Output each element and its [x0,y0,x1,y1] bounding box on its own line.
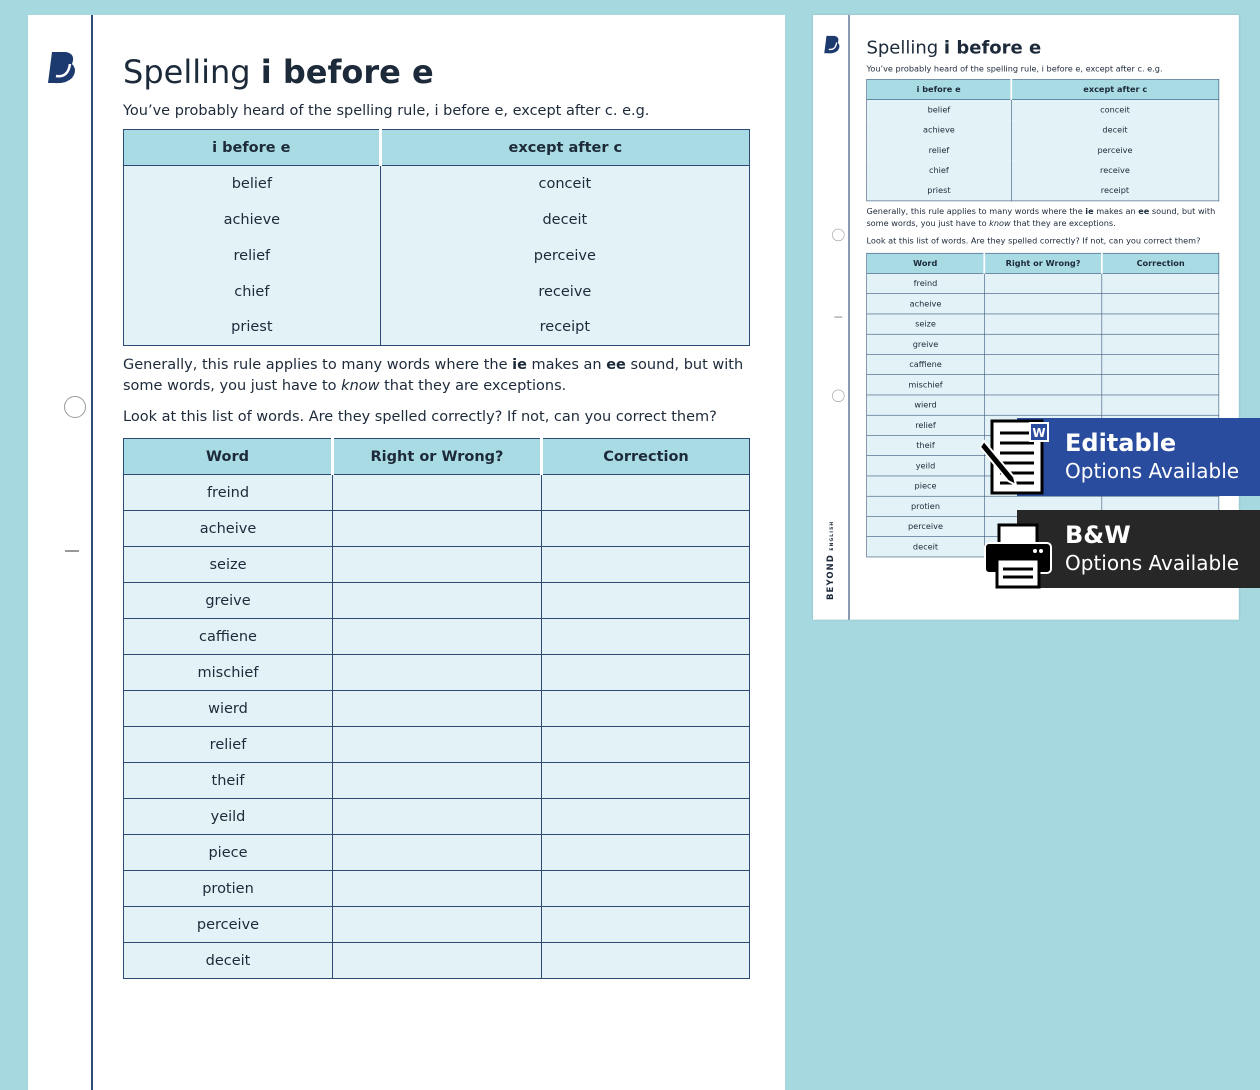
correction-cell[interactable] [542,871,750,907]
correction-cell[interactable] [1102,334,1219,354]
logo-icon [46,50,78,84]
table-row [124,619,750,655]
table-row [867,334,1219,354]
table-row [124,511,750,547]
intro-text: You’ve probably heard of the spelling rule, i before e, except after c. e.g. [866,64,1163,74]
right-or-wrong-cell[interactable] [333,547,542,583]
question-text: Look at this list of words. Are they spelled correctly? If not, can you correct them? [123,409,717,425]
right-or-wrong-cell[interactable] [984,334,1102,354]
table-row [867,160,1219,180]
word-cell: protien [124,871,333,907]
correction-cell[interactable] [542,835,750,871]
table-cell: relief [867,140,1011,160]
column-header: except after c [380,130,749,166]
right-or-wrong-cell[interactable] [333,727,542,763]
table-row [124,655,750,691]
table-cell: receive [1011,160,1219,180]
right-or-wrong-cell[interactable] [984,273,1102,293]
word-cell: piece [867,476,985,496]
column-header: Right or Wrong? [984,253,1102,273]
word-cell: perceive [124,907,333,943]
correction-cell[interactable] [1102,273,1219,293]
punch-hole [832,229,844,241]
table-row [124,238,750,274]
table-row [124,943,750,979]
correction-cell[interactable] [542,511,750,547]
table-cell: priest [867,181,1011,201]
printer-icon [983,518,1053,594]
right-or-wrong-cell[interactable] [333,763,542,799]
right-or-wrong-cell[interactable] [333,799,542,835]
table-row [124,907,750,943]
right-or-wrong-cell[interactable] [333,511,542,547]
correction-cell[interactable] [542,943,750,979]
table-row [124,763,750,799]
table-cell: belief [867,100,1011,120]
right-or-wrong-cell[interactable] [333,907,542,943]
right-or-wrong-cell[interactable] [984,375,1102,395]
bw-title: B&W [1065,521,1131,549]
editable-banner[interactable] [1017,418,1260,496]
word-cell: freind [867,273,985,293]
correction-cell[interactable] [542,655,750,691]
margin-line [848,15,849,620]
correction-cell[interactable] [542,799,750,835]
right-or-wrong-cell[interactable] [984,354,1102,374]
word-cell: seize [867,314,985,334]
table-cell: receipt [1011,181,1219,201]
bw-banner[interactable] [1017,510,1260,588]
correction-cell[interactable] [1102,354,1219,374]
table-row [124,799,750,835]
table-row [867,181,1219,201]
right-or-wrong-cell[interactable] [333,691,542,727]
rule-table [123,129,750,346]
editable-document-icon [980,419,1050,495]
page-title: Spelling i before e [866,36,1042,58]
table-row [124,547,750,583]
right-or-wrong-cell[interactable] [333,871,542,907]
word-cell: piece [124,835,333,871]
word-cell: caffiene [124,619,333,655]
brand-label: BEYONDENGLISH [825,520,836,600]
fold-mark [65,550,79,552]
column-header: Correction [1102,253,1219,273]
table-row [124,274,750,310]
table-cell: perceive [380,238,749,274]
fold-mark [834,317,842,318]
word-cell: greive [867,334,985,354]
column-header: Right or Wrong? [333,439,542,475]
table-cell: belief [124,166,381,202]
editable-title: Editable [1065,429,1177,457]
word-cell: yeild [867,456,985,476]
table-row [867,273,1219,293]
word-cell: theif [124,763,333,799]
correction-cell[interactable] [542,727,750,763]
word-cell: greive [124,583,333,619]
word-cell: mischief [867,375,985,395]
table-cell: chief [867,160,1011,180]
correction-cell[interactable] [542,547,750,583]
correction-cell[interactable] [1102,375,1219,395]
word-cell: relief [867,415,985,435]
table-row [867,100,1219,120]
table-cell: deceit [380,202,749,238]
table-row [867,354,1219,374]
word-cell: wierd [124,691,333,727]
punch-hole [832,390,844,402]
table-cell: achieve [867,120,1011,140]
editable-subtitle: Options Available [1065,459,1240,483]
word-cell: caffiene [867,354,985,374]
table-row [124,310,750,346]
word-cell: deceit [867,537,985,557]
table-cell: perceive [1011,140,1219,160]
table-cell: receipt [380,310,749,346]
word-cell: freind [124,475,333,511]
correction-cell[interactable] [542,763,750,799]
word-cell: mischief [124,655,333,691]
word-cell: seize [124,547,333,583]
correction-cell[interactable] [542,619,750,655]
column-header: Word [867,253,985,273]
table-cell: chief [124,274,381,310]
page-title: Spelling i before e [123,53,434,91]
table-row [124,202,750,238]
table-cell: achieve [124,202,381,238]
explanation-text: Generally, this rule applies to many words where the ie makes an ee sound, but with some words, you just have to know that they are exceptions. [123,357,744,394]
right-or-wrong-cell[interactable] [333,475,542,511]
table-row [124,475,750,511]
logo-icon [823,35,841,54]
word-cell: wierd [867,395,985,415]
right-or-wrong-cell[interactable] [333,619,542,655]
correction-cell[interactable] [1102,314,1219,334]
table-row [867,375,1219,395]
column-header: i before e [867,79,1011,99]
table-row [124,166,750,202]
right-or-wrong-cell[interactable] [333,655,542,691]
table-row [867,395,1219,415]
bw-subtitle: Options Available [1065,551,1240,575]
correction-cell[interactable] [1102,294,1219,314]
explanation-text: Generally, this rule applies to many words where the ie makes an ee sound, but with some words, you just have to know that they are exceptions. [866,207,1216,229]
table-row [867,140,1219,160]
word-cell: perceive [867,516,985,536]
margin-line [91,15,93,1090]
word-cell: relief [124,727,333,763]
svg-text:W: W [1032,426,1046,440]
correction-cell[interactable] [542,691,750,727]
column-header: Correction [542,439,750,475]
table-cell: conceit [380,166,749,202]
table-row [867,120,1219,140]
column-header: i before e [124,130,381,166]
word-cell: theif [867,435,985,455]
table-row [867,314,1219,334]
worksheet-preview-large [28,15,785,1090]
table-row [124,835,750,871]
intro-text: You’ve probably heard of the spelling rule, i before e, except after c. e.g. [123,103,650,119]
table-row [124,691,750,727]
correction-cell[interactable] [542,583,750,619]
table-row [124,583,750,619]
column-header: except after c [1011,79,1219,99]
right-or-wrong-cell[interactable] [984,294,1102,314]
right-or-wrong-cell[interactable] [984,314,1102,334]
rule-table [866,79,1219,201]
table-cell: receive [380,274,749,310]
word-cell: acheive [867,294,985,314]
punch-hole [64,396,86,418]
right-or-wrong-cell[interactable] [333,583,542,619]
table-row [124,727,750,763]
right-or-wrong-cell[interactable] [333,943,542,979]
word-cell: deceit [124,943,333,979]
correction-cell[interactable] [542,475,750,511]
table-row [124,871,750,907]
table-cell: conceit [1011,100,1219,120]
word-cell: acheive [124,511,333,547]
word-table [123,438,750,979]
table-cell: relief [124,238,381,274]
right-or-wrong-cell[interactable] [333,835,542,871]
correction-cell[interactable] [1102,395,1219,415]
word-cell: protien [867,496,985,516]
right-or-wrong-cell[interactable] [984,395,1102,415]
column-header: Word [124,439,333,475]
table-row [867,294,1219,314]
correction-cell[interactable] [542,907,750,943]
word-cell: yeild [124,799,333,835]
question-text: Look at this list of words. Are they spelled correctly? If not, can you correct them? [866,236,1201,246]
table-cell: deceit [1011,120,1219,140]
table-cell: priest [124,310,381,346]
